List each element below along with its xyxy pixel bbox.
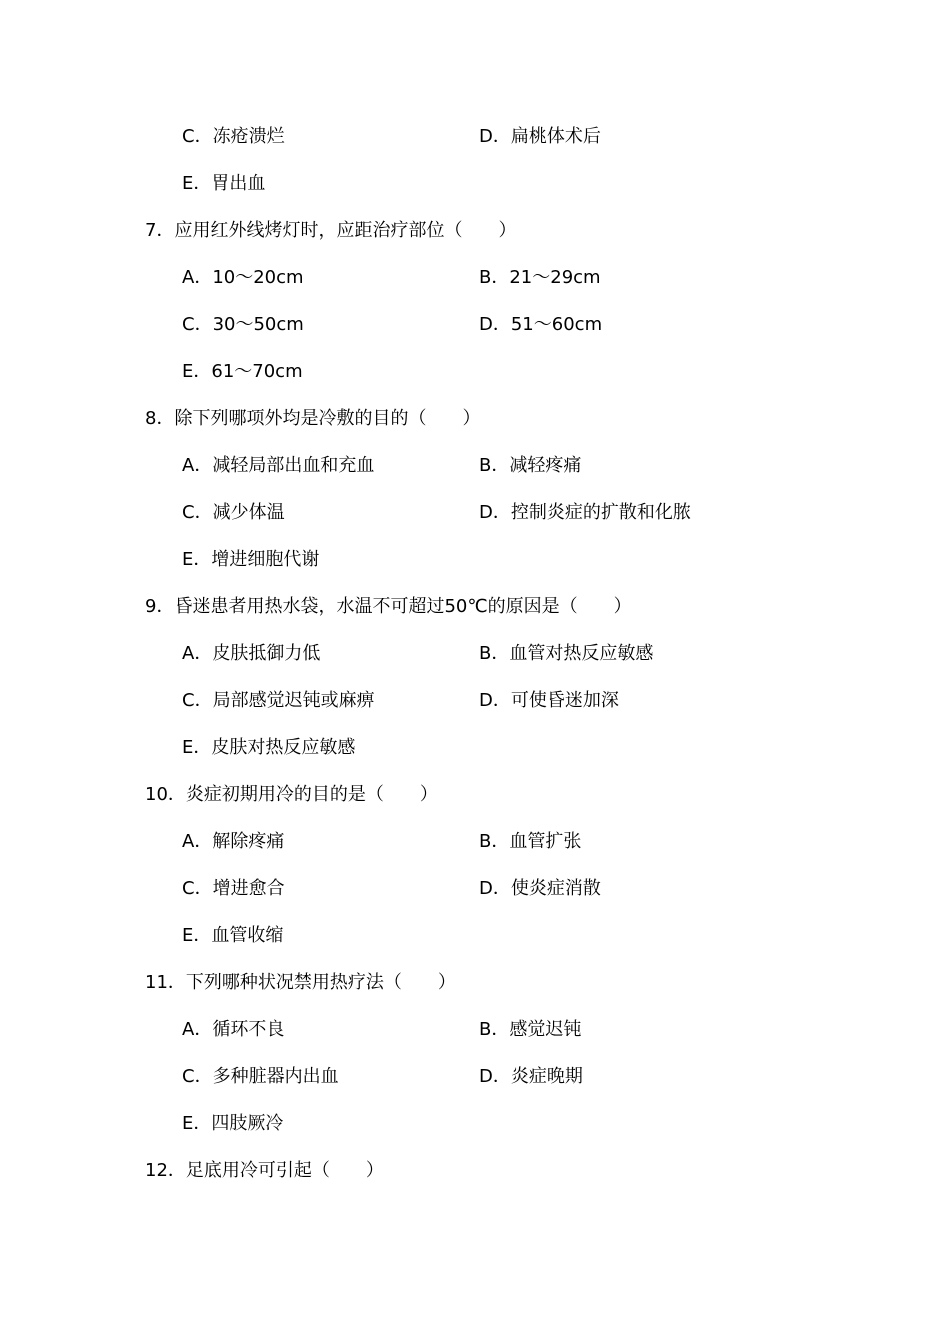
q6-option-e: E．胃出血 xyxy=(182,173,266,194)
q6-option-d: D．扁桃体术后 xyxy=(479,126,601,147)
q11-option-e: E．四肢厥冷 xyxy=(182,1113,284,1134)
q8-option-b: B．减轻疼痛 xyxy=(479,455,582,476)
q8-option-e: E．增进细胞代谢 xyxy=(182,549,320,570)
q8-option-d: D．控制炎症的扩散和化脓 xyxy=(479,502,691,523)
q7-stem: 7．应用红外线烤灯时，应距治疗部位（ ） xyxy=(145,220,517,241)
q9-option-b: B．血管对热反应敏感 xyxy=(479,643,654,664)
q8-option-c: C．减少体温 xyxy=(182,502,285,523)
q10-option-e: E．血管收缩 xyxy=(182,925,284,946)
q9-stem: 9．昏迷患者用热水袋，水温不可超过50℃的原因是（ ） xyxy=(145,596,632,617)
q11-option-c: C．多种脏器内出血 xyxy=(182,1066,339,1087)
q7-option-e: E．61～70cm xyxy=(182,361,303,382)
q9-option-e: E．皮肤对热反应敏感 xyxy=(182,737,356,758)
q10-option-d: D．使炎症消散 xyxy=(479,878,601,899)
q7-option-d: D．51～60cm xyxy=(479,314,603,335)
q8-option-a: A．减轻局部出血和充血 xyxy=(182,455,375,476)
q6-option-c: C．冻疮溃烂 xyxy=(182,126,285,147)
q9-option-c: C．局部感觉迟钝或麻痹 xyxy=(182,690,375,711)
q10-option-a: A．解除疼痛 xyxy=(182,831,285,852)
q7-option-c: C．30～50cm xyxy=(182,314,304,335)
q10-option-c: C．增进愈合 xyxy=(182,878,285,899)
q7-option-a: A．10～20cm xyxy=(182,267,304,288)
q11-option-d: D．炎症晚期 xyxy=(479,1066,583,1087)
q11-option-a: A．循环不良 xyxy=(182,1019,285,1040)
q10-option-b: B．血管扩张 xyxy=(479,831,582,852)
q9-option-d: D．可使昏迷加深 xyxy=(479,690,619,711)
q12-stem: 12．足底用冷可引起（ ） xyxy=(145,1160,384,1181)
q7-option-b: B．21～29cm xyxy=(479,267,601,288)
q10-stem: 10．炎症初期用冷的目的是（ ） xyxy=(145,784,438,805)
q8-stem: 8．除下列哪项外均是冷敷的目的（ ） xyxy=(145,408,481,429)
q11-option-b: B．感觉迟钝 xyxy=(479,1019,582,1040)
q11-stem: 11．下列哪种状况禁用热疗法（ ） xyxy=(145,972,456,993)
q9-option-a: A．皮肤抵御力低 xyxy=(182,643,321,664)
